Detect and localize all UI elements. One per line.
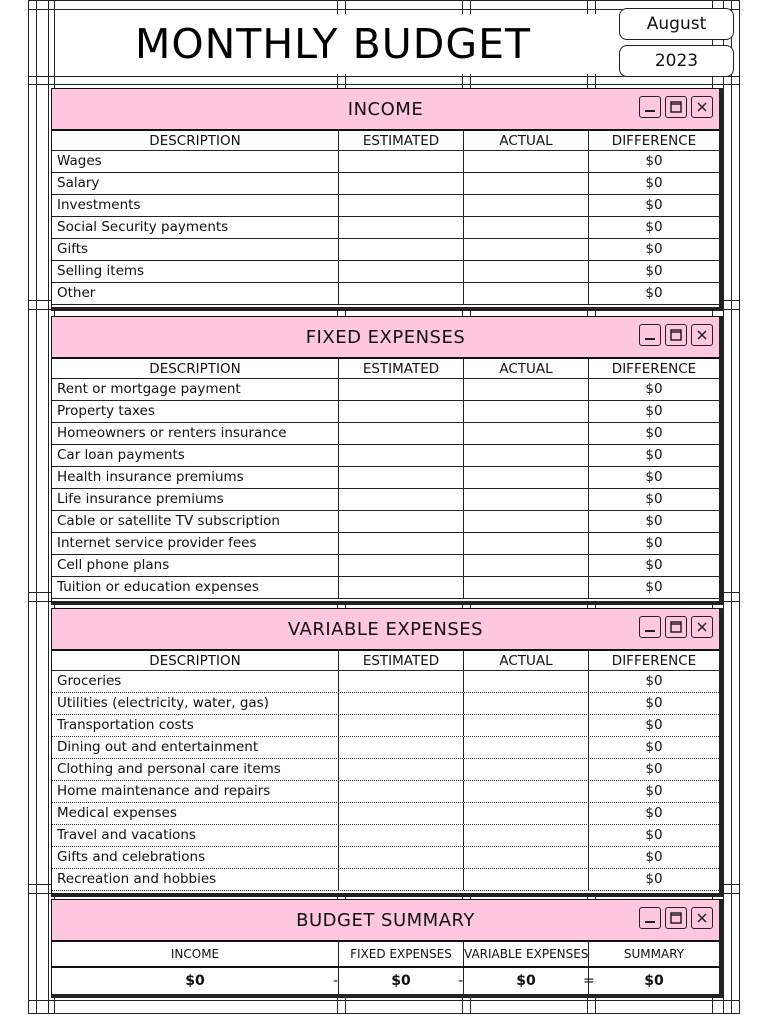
table-row (52, 173, 719, 195)
table-row (52, 781, 719, 803)
section-title: INCOME (347, 98, 424, 120)
actual-cell[interactable] (464, 423, 589, 444)
col-difference: DIFFERENCE (611, 133, 697, 149)
difference-cell: $0 (645, 469, 663, 485)
income-section (51, 88, 723, 311)
actual-cell[interactable] (464, 693, 589, 714)
difference-cell: $0 (645, 175, 663, 191)
row-description: Utilities (electricity, water, gas) (52, 693, 339, 714)
table-row (52, 555, 719, 577)
summary-variable-value (458, 968, 589, 994)
estimated-cell[interactable] (339, 847, 464, 868)
maximize-icon[interactable] (665, 907, 687, 929)
table-row (52, 825, 719, 847)
actual-cell[interactable] (464, 737, 589, 758)
difference-cell: $0 (645, 513, 663, 529)
minimize-icon[interactable] (639, 324, 661, 346)
summary-total-value (583, 968, 719, 994)
window-controls (639, 907, 713, 929)
estimated-cell[interactable] (339, 693, 464, 714)
difference-cell: $0 (645, 695, 663, 711)
section-title: FIXED EXPENSES (305, 326, 466, 348)
column-header-row (52, 359, 719, 379)
col-actual: ACTUAL (464, 131, 589, 150)
actual-cell[interactable] (464, 577, 589, 598)
row-description: Health insurance premiums (52, 467, 339, 488)
summary-value-text: $0 (391, 973, 411, 989)
estimated-cell[interactable] (339, 577, 464, 598)
estimated-cell[interactable] (339, 401, 464, 422)
difference-cell: $0 (645, 381, 663, 397)
summary-value-text: $0 (644, 973, 664, 989)
col-actual: ACTUAL (464, 359, 589, 378)
table-row (52, 217, 719, 239)
table-row (52, 577, 719, 599)
column-header-row (52, 131, 719, 151)
estimated-cell[interactable] (339, 445, 464, 466)
estimated-cell[interactable] (339, 511, 464, 532)
row-description: Home maintenance and repairs (52, 781, 339, 802)
estimated-cell[interactable] (339, 825, 464, 846)
difference-cell: $0 (645, 717, 663, 733)
row-description: Clothing and personal care items (52, 759, 339, 780)
row-description: Rent or mortgage payment (52, 379, 339, 400)
difference-cell: $0 (645, 241, 663, 257)
actual-cell[interactable] (464, 239, 589, 260)
estimated-cell[interactable] (339, 173, 464, 194)
minus-operator: - (333, 973, 339, 989)
estimated-cell[interactable] (339, 217, 464, 238)
actual-cell[interactable] (464, 283, 589, 304)
difference-cell: $0 (645, 673, 663, 689)
estimated-cell[interactable] (339, 803, 464, 824)
row-description: Recreation and hobbies (52, 869, 339, 890)
estimated-cell[interactable] (339, 195, 464, 216)
difference-cell: $0 (645, 827, 663, 843)
difference-cell: $0 (645, 447, 663, 463)
col-actual: ACTUAL (464, 651, 589, 670)
row-description: Gifts and celebrations (52, 847, 339, 868)
difference-cell: $0 (645, 871, 663, 887)
estimated-cell[interactable] (339, 715, 464, 736)
col-estimated: ESTIMATED (339, 359, 464, 378)
estimated-cell[interactable] (339, 555, 464, 576)
actual-cell[interactable] (464, 781, 589, 802)
variable-expenses-rows (52, 671, 719, 891)
window-controls (639, 616, 713, 638)
summary-value-text: $0 (516, 973, 536, 989)
col-description: DESCRIPTION (52, 651, 339, 670)
actual-cell[interactable] (464, 847, 589, 868)
difference-cell: $0 (645, 425, 663, 441)
actual-cell[interactable] (464, 715, 589, 736)
estimated-cell[interactable] (339, 737, 464, 758)
window-controls (639, 96, 713, 118)
estimated-cell[interactable] (339, 261, 464, 282)
actual-cell[interactable] (464, 401, 589, 422)
row-description: Medical expenses (52, 803, 339, 824)
table-row (52, 511, 719, 533)
difference-cell: $0 (645, 739, 663, 755)
actual-cell[interactable] (464, 195, 589, 216)
year-field[interactable]: 2023 (619, 45, 734, 77)
difference-cell: $0 (645, 219, 663, 235)
row-description: Transportation costs (52, 715, 339, 736)
summary-value-text: $0 (185, 973, 205, 989)
row-description: Dining out and entertainment (52, 737, 339, 758)
fixed-expenses-section (51, 316, 723, 605)
row-description: Salary (52, 173, 339, 194)
table-row (52, 759, 719, 781)
actual-cell[interactable] (464, 511, 589, 532)
table-row (52, 423, 719, 445)
table-row (52, 533, 719, 555)
actual-cell[interactable] (464, 467, 589, 488)
table-row (52, 489, 719, 511)
difference-cell: $0 (645, 535, 663, 551)
table-row (52, 693, 719, 715)
estimated-cell[interactable] (339, 671, 464, 692)
estimated-cell[interactable] (339, 379, 464, 400)
col-difference: DIFFERENCE (611, 653, 697, 669)
month-field[interactable]: August (619, 8, 734, 40)
row-description: Social Security payments (52, 217, 339, 238)
difference-cell: $0 (645, 805, 663, 821)
actual-cell[interactable] (464, 217, 589, 238)
fixed-expenses-rows (52, 379, 719, 599)
maximize-icon[interactable] (665, 616, 687, 638)
difference-cell: $0 (645, 557, 663, 573)
estimated-cell[interactable] (339, 151, 464, 172)
difference-cell: $0 (645, 783, 663, 799)
minus-operator: - (458, 973, 464, 989)
estimated-cell[interactable] (339, 423, 464, 444)
estimated-cell[interactable] (339, 467, 464, 488)
window-controls (639, 324, 713, 346)
estimated-cell[interactable] (339, 533, 464, 554)
col-estimated: ESTIMATED (339, 651, 464, 670)
table-row (52, 467, 719, 489)
actual-cell[interactable] (464, 869, 589, 890)
summary-col-variable: VARIABLE EXPENSES (464, 942, 589, 966)
variable-expenses-header (52, 609, 719, 651)
actual-cell[interactable] (464, 379, 589, 400)
row-description: Investments (52, 195, 339, 216)
budget-summary-header (52, 900, 719, 942)
difference-cell: $0 (645, 153, 663, 169)
actual-cell[interactable] (464, 671, 589, 692)
table-row (52, 671, 719, 693)
row-description: Cell phone plans (52, 555, 339, 576)
difference-cell: $0 (645, 263, 663, 279)
row-description: Groceries (52, 671, 339, 692)
actual-cell[interactable] (464, 445, 589, 466)
actual-cell[interactable] (464, 173, 589, 194)
close-icon[interactable] (691, 616, 713, 638)
actual-cell[interactable] (464, 489, 589, 510)
minimize-icon[interactable] (639, 96, 661, 118)
actual-cell[interactable] (464, 533, 589, 554)
row-description: Life insurance premiums (52, 489, 339, 510)
minimize-icon[interactable] (639, 616, 661, 638)
row-description: Tuition or education expenses (52, 577, 339, 598)
summary-values-row (52, 968, 719, 994)
close-icon[interactable] (691, 907, 713, 929)
estimated-cell[interactable] (339, 239, 464, 260)
table-row (52, 261, 719, 283)
fixed-expenses-header (52, 317, 719, 359)
row-description: Cable or satellite TV subscription (52, 511, 339, 532)
row-description: Homeowners or renters insurance (52, 423, 339, 444)
summary-income-value (52, 968, 339, 994)
table-row (52, 869, 719, 891)
col-description: DESCRIPTION (52, 359, 339, 378)
section-title: VARIABLE EXPENSES (287, 618, 484, 640)
table-row (52, 151, 719, 173)
maximize-icon[interactable] (665, 324, 687, 346)
table-row (52, 283, 719, 305)
income-rows (52, 151, 719, 305)
table-row (52, 195, 719, 217)
actual-cell[interactable] (464, 151, 589, 172)
estimated-cell[interactable] (339, 283, 464, 304)
difference-cell: $0 (645, 761, 663, 777)
summary-col-income: INCOME (52, 942, 339, 966)
difference-cell: $0 (645, 849, 663, 865)
actual-cell[interactable] (464, 759, 589, 780)
column-header-row (52, 651, 719, 671)
section-title: BUDGET SUMMARY (296, 909, 475, 931)
row-description: Wages (52, 151, 339, 172)
summary-header-row (52, 942, 719, 968)
table-row (52, 445, 719, 467)
difference-cell: $0 (645, 285, 663, 301)
maximize-icon[interactable] (665, 96, 687, 118)
row-description: Other (52, 283, 339, 304)
table-row (52, 737, 719, 759)
actual-cell[interactable] (464, 803, 589, 824)
actual-cell[interactable] (464, 825, 589, 846)
close-icon[interactable] (691, 324, 713, 346)
col-description: DESCRIPTION (52, 131, 339, 150)
difference-cell: $0 (645, 491, 663, 507)
variable-expenses-section (51, 608, 723, 897)
minimize-icon[interactable] (639, 907, 661, 929)
table-row (52, 715, 719, 737)
income-header (52, 89, 719, 131)
row-description: Selling items (52, 261, 339, 282)
budget-summary-section (51, 899, 723, 998)
table-row (52, 401, 719, 423)
summary-col-summary: SUMMARY (623, 947, 685, 961)
equals-operator: = (583, 973, 595, 989)
row-description: Internet service provider fees (52, 533, 339, 554)
row-description: Travel and vacations (52, 825, 339, 846)
summary-col-fixed: FIXED EXPENSES (339, 942, 464, 966)
actual-cell[interactable] (464, 261, 589, 282)
estimated-cell[interactable] (339, 781, 464, 802)
row-description: Car loan payments (52, 445, 339, 466)
table-row (52, 379, 719, 401)
page-title: MONTHLY BUDGET (60, 14, 606, 74)
difference-cell: $0 (645, 403, 663, 419)
row-description: Property taxes (52, 401, 339, 422)
row-description: Gifts (52, 239, 339, 260)
estimated-cell[interactable] (339, 869, 464, 890)
col-difference: DIFFERENCE (611, 361, 697, 377)
summary-fixed-value (333, 968, 464, 994)
table-row (52, 803, 719, 825)
difference-cell: $0 (645, 197, 663, 213)
table-row (52, 239, 719, 261)
estimated-cell[interactable] (339, 489, 464, 510)
close-icon[interactable] (691, 96, 713, 118)
table-row (52, 847, 719, 869)
col-estimated: ESTIMATED (339, 131, 464, 150)
estimated-cell[interactable] (339, 759, 464, 780)
difference-cell: $0 (645, 579, 663, 595)
actual-cell[interactable] (464, 555, 589, 576)
